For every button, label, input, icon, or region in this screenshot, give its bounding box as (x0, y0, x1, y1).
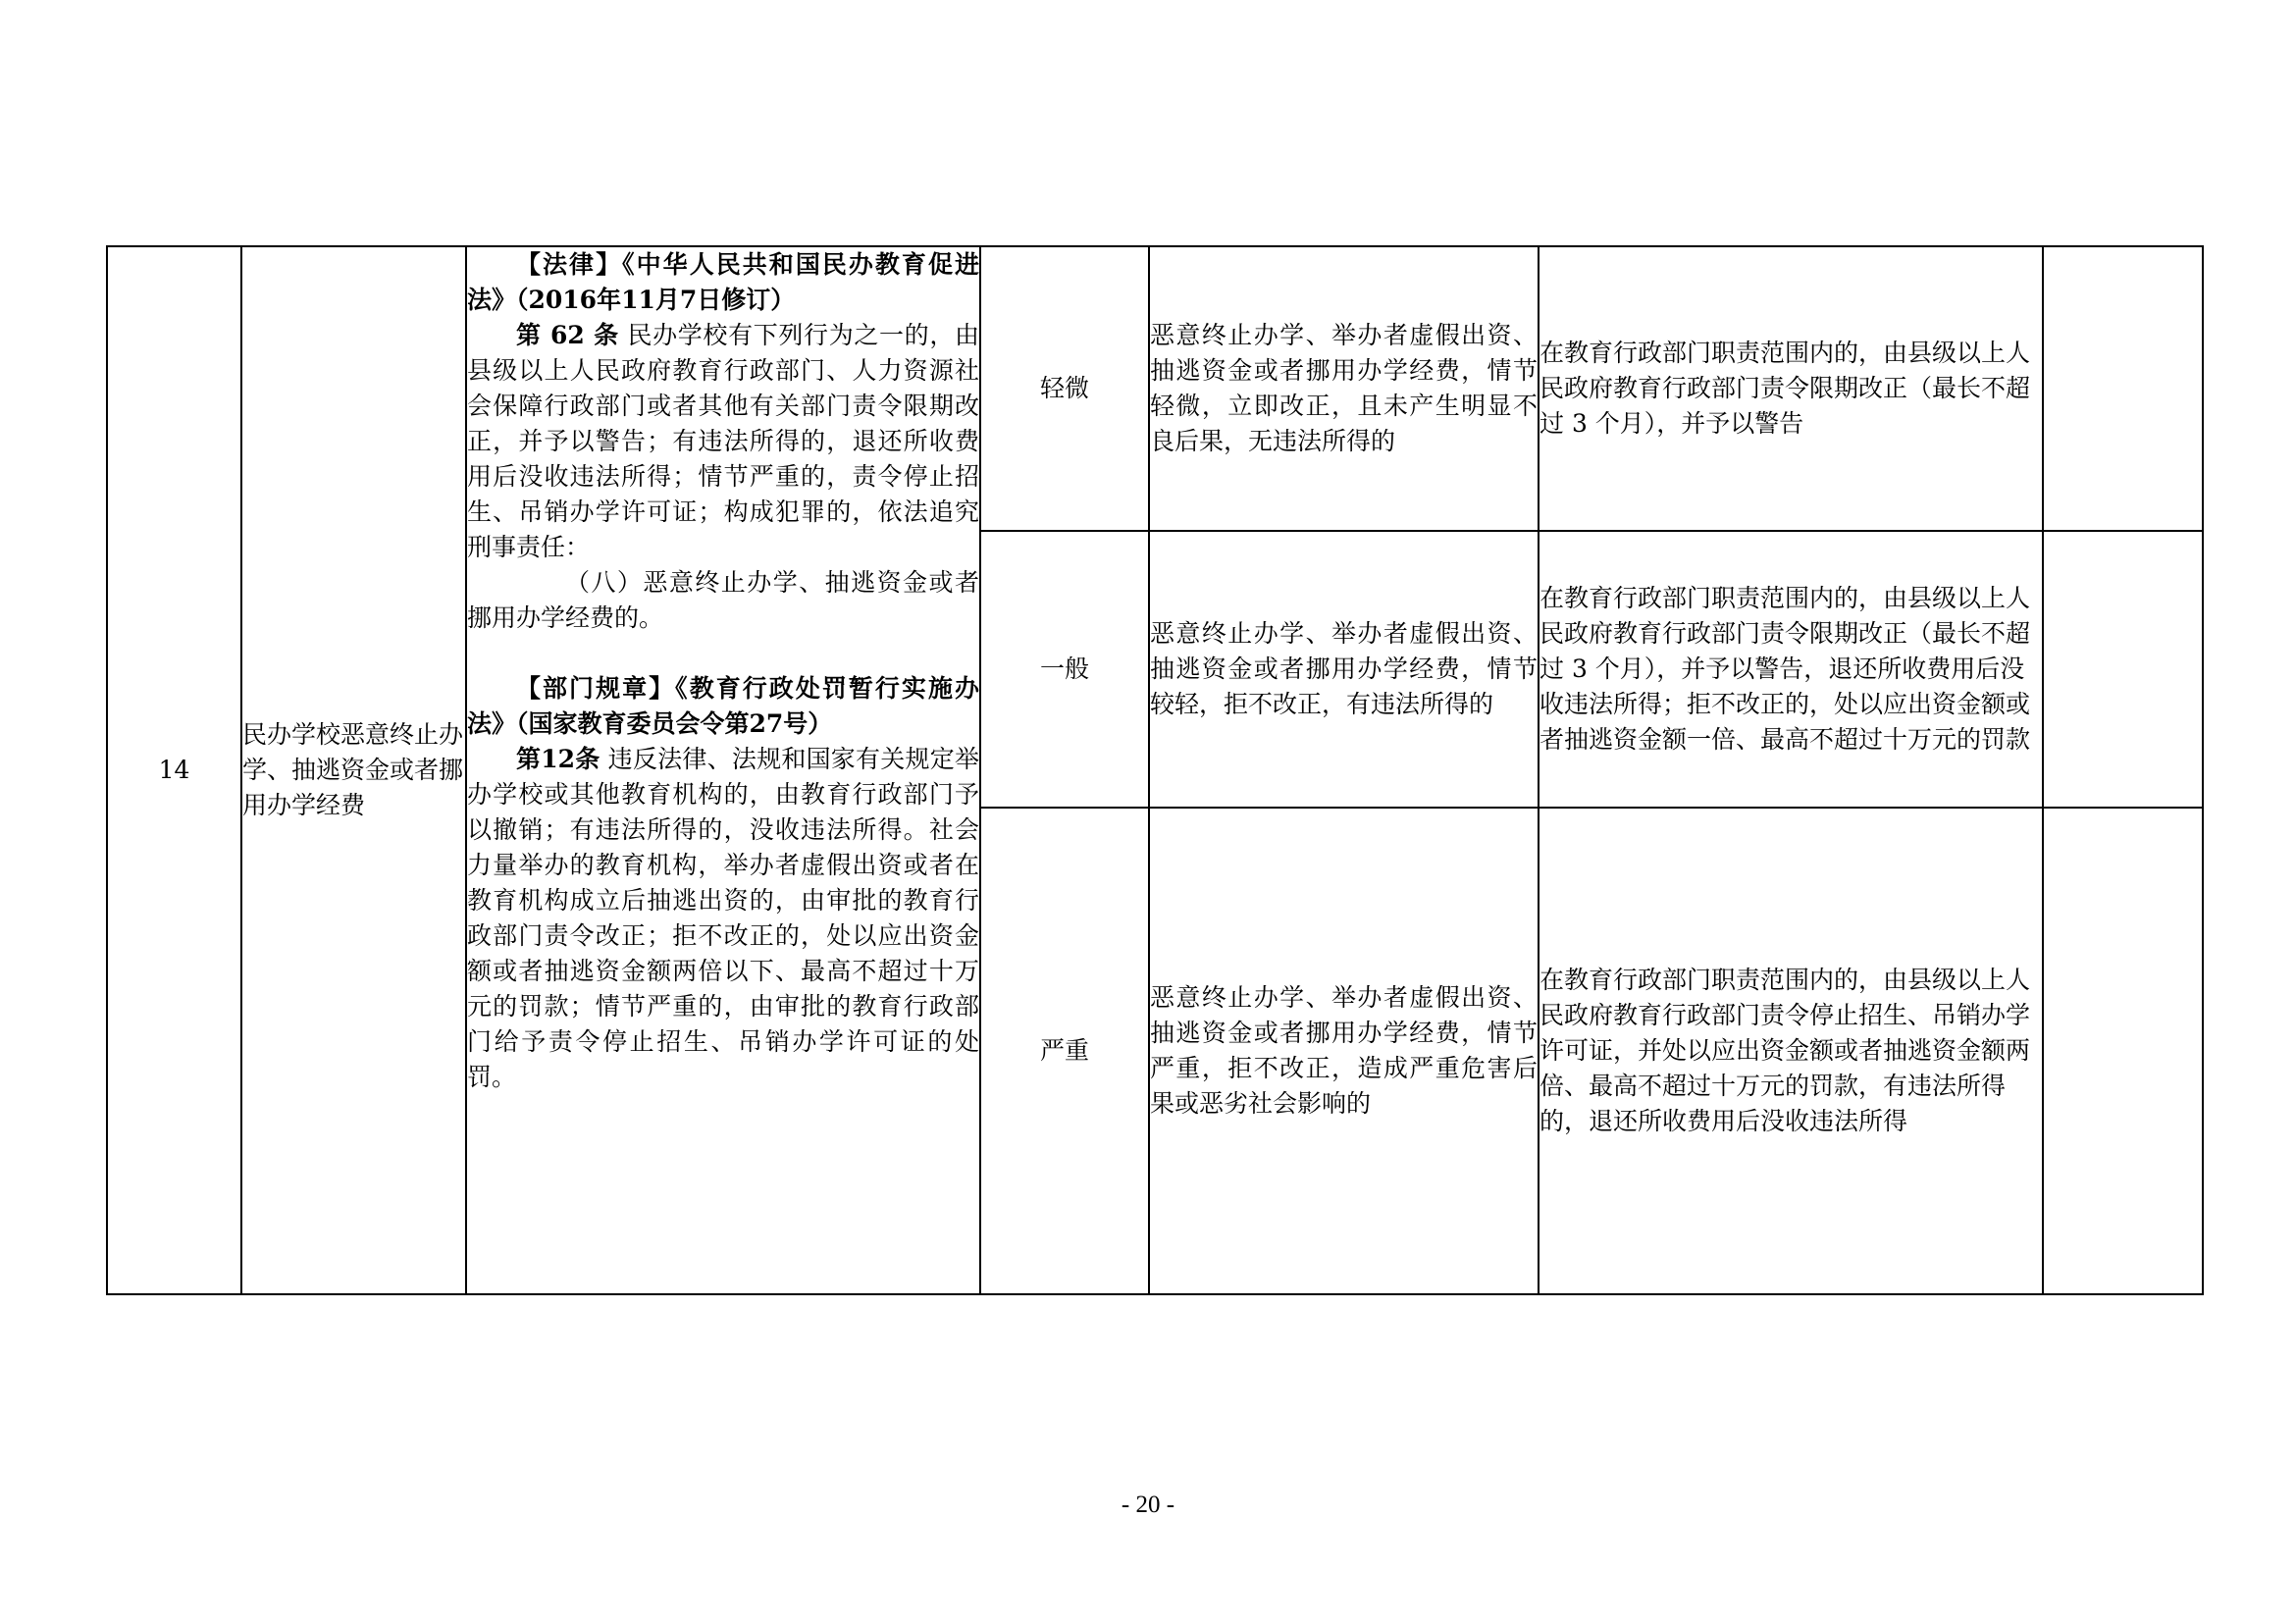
row-number-cell: 14 (107, 246, 241, 1294)
note-cell-minor (2043, 246, 2203, 531)
law-clause: （八）恶意终止办学、抽逃资金或者挪用办学经费的。 (467, 568, 979, 632)
paragraph-gap (467, 636, 979, 671)
circumstance-cell-serious: 恶意终止办学、举办者虚假出资、抽逃资金或者挪用办学经费，情节严重，拒不改正，造成严重危害后果或恶劣社会影响的 (1149, 808, 1539, 1294)
rule-title: 【部门规章】《教育行政处罚暂行实施办法》（国家教育委员会令第27号） (467, 674, 979, 738)
law-article (467, 318, 979, 565)
violation-item-cell: 民办学校恶意终止办学、抽逃资金或者挪用办学经费 (241, 246, 466, 1294)
table-row (107, 246, 2203, 531)
circumstance-cell-general: 恶意终止办学、举办者虚假出资、抽逃资金或者挪用办学经费，情节较轻，拒不改正，有违法所得的 (1149, 531, 1539, 808)
legal-basis-cell (466, 246, 980, 1294)
rule-article-text: 违反法律、法规和国家有关规定举办学校或其他教育机构的，由教育行政部门予以撤销；有违法所得的，没收违法所得。社会力量举办的教育机构，举办者虚假出资或者在教育机构成立后抽逃出资的，由审批的教育行政部门责令改正；拒不改正的，处以应出资金额或者抽逃资金额两倍以下、最高不超过十万元的罚款；情节严重的，由审批的教育行政部门给予责令停止招生、吊销办学许可证的处罚。 (467, 745, 979, 1091)
standard-cell-serious: 在教育行政部门职责范围内的，由县级以上人民政府教育行政部门责令停止招生、吊销办学许可证，并处以应出资金额或者抽逃资金额两倍、最高不超过十万元的罚款，有违法所得的，退还所收费用后没收违法所得 (1539, 808, 2043, 1294)
page-number: - 20 - (1121, 1492, 1175, 1518)
law-article-text: 民办学校有下列行为之一的，由县级以上人民政府教育行政部门、人力资源社会保障行政部门或者其他有关部门责令限期改正，并予以警告；有违法所得的，退还所收费用后没收违法所得；情节严重的，责令停止招生、吊销办学许可证；构成犯罪的，依法追究刑事责任： (467, 321, 980, 561)
penalty-standards-table (106, 245, 2204, 1295)
law-title: 【法律】《中华人民共和国民办教育促进法》（2016年11月7日修订） (467, 250, 979, 314)
level-cell-general: 一般 (980, 531, 1149, 808)
standard-cell-general: 在教育行政部门职责范围内的，由县级以上人民政府教育行政部门责令限期改正（最长不超过 3 个月），并予以警告，退还所收费用后没收违法所得；拒不改正的，处以应出资金额或者抽逃资金额一倍、最高不超过十万元的罚款 (1539, 531, 2043, 808)
level-cell-serious: 严重 (980, 808, 1149, 1294)
rule-article-label: 第12条 (516, 745, 600, 773)
standard-cell-minor: 在教育行政部门职责范围内的，由县级以上人民政府教育行政部门责令限期改正（最长不超过 3 个月），并予以警告 (1539, 246, 2043, 531)
note-cell-general (2043, 531, 2203, 808)
level-cell-minor: 轻微 (980, 246, 1149, 531)
rule-article (467, 742, 979, 1095)
note-cell-serious (2043, 808, 2203, 1294)
law-article-label: 第 62 条 (516, 321, 619, 349)
circumstance-cell-minor: 恶意终止办学、举办者虚假出资、抽逃资金或者挪用办学经费，情节轻微，立即改正，且未产生明显不良后果，无违法所得的 (1149, 246, 1539, 531)
